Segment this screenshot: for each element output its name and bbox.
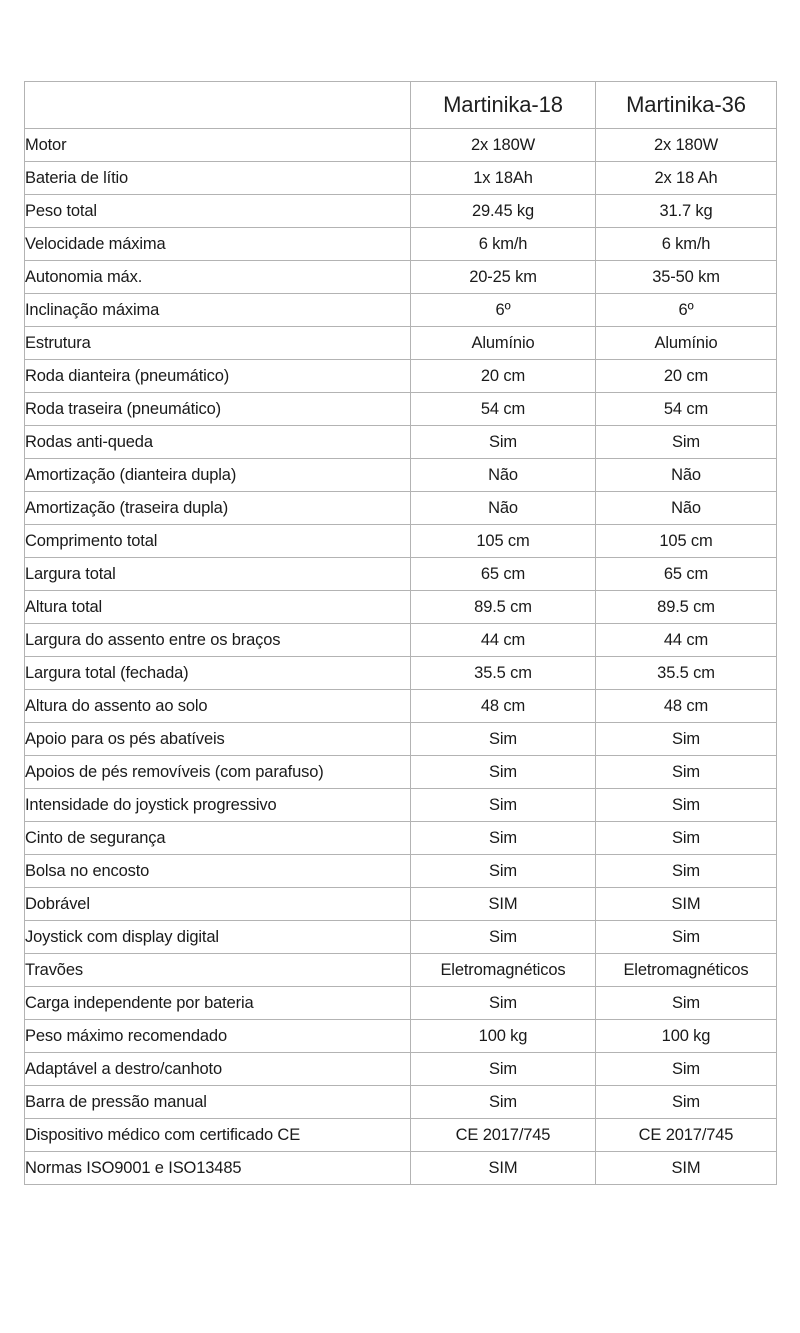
feature-label-cell: Largura do assento entre os braços — [25, 624, 411, 657]
table-row — [25, 1086, 777, 1119]
feature-label-cell: Peso máximo recomendado — [25, 1020, 411, 1053]
martinika-18-value-cell: Não — [411, 459, 596, 492]
martinika-18-value-cell: SIM — [411, 1152, 596, 1185]
table-row — [25, 327, 777, 360]
martinika-36-value-cell: 54 cm — [596, 393, 777, 426]
feature-label-cell: Carga independente por bateria — [25, 987, 411, 1020]
martinika-36-value-cell: Sim — [596, 822, 777, 855]
table-row — [25, 525, 777, 558]
martinika-18-value-cell: 89.5 cm — [411, 591, 596, 624]
table-row — [25, 162, 777, 195]
table-row — [25, 921, 777, 954]
table-row — [25, 591, 777, 624]
feature-label-cell: Motor — [25, 129, 411, 162]
table-row — [25, 822, 777, 855]
table-row — [25, 888, 777, 921]
martinika-36-value-cell: SIM — [596, 888, 777, 921]
martinika-18-value-cell: Sim — [411, 426, 596, 459]
martinika-18-value-cell: 29.45 kg — [411, 195, 596, 228]
feature-label-cell: Normas ISO9001 e ISO13485 — [25, 1152, 411, 1185]
table-row — [25, 789, 777, 822]
table-row — [25, 1119, 777, 1152]
table-row — [25, 393, 777, 426]
specification-comparison-table — [24, 81, 777, 1185]
martinika-18-value-cell: Sim — [411, 1053, 596, 1086]
feature-label-cell: Bolsa no encosto — [25, 855, 411, 888]
feature-label-cell: Apoios de pés removíveis (com parafuso) — [25, 756, 411, 789]
table-row — [25, 294, 777, 327]
feature-label-cell: Rodas anti-queda — [25, 426, 411, 459]
martinika-18-value-cell: 1x 18Ah — [411, 162, 596, 195]
feature-label-cell: Travões — [25, 954, 411, 987]
feature-label-cell: Largura total — [25, 558, 411, 591]
table-header-row — [25, 82, 777, 129]
martinika-36-value-cell: 100 kg — [596, 1020, 777, 1053]
feature-label-cell: Dobrável — [25, 888, 411, 921]
table-row — [25, 129, 777, 162]
feature-label-cell: Inclinação máxima — [25, 294, 411, 327]
martinika-36-value-cell: 65 cm — [596, 558, 777, 591]
martinika-18-value-cell: 35.5 cm — [411, 657, 596, 690]
feature-label-cell: Barra de pressão manual — [25, 1086, 411, 1119]
martinika-36-value-cell: SIM — [596, 1152, 777, 1185]
feature-label-cell: Peso total — [25, 195, 411, 228]
martinika-18-value-cell: SIM — [411, 888, 596, 921]
martinika-18-value-cell: 6 km/h — [411, 228, 596, 261]
table-row — [25, 261, 777, 294]
feature-label-cell: Cinto de segurança — [25, 822, 411, 855]
martinika-36-value-cell: Sim — [596, 723, 777, 756]
feature-label-cell: Estrutura — [25, 327, 411, 360]
table-row — [25, 195, 777, 228]
martinika-36-value-cell: 2x 18 Ah — [596, 162, 777, 195]
feature-label-cell: Roda dianteira (pneumático) — [25, 360, 411, 393]
feature-label-cell: Apoio para os pés abatíveis — [25, 723, 411, 756]
martinika-18-value-cell: 44 cm — [411, 624, 596, 657]
martinika-18-value-cell: Sim — [411, 1086, 596, 1119]
column-header-martinika-18: Martinika-18 — [411, 82, 596, 129]
martinika-18-value-cell: 54 cm — [411, 393, 596, 426]
martinika-18-value-cell: CE 2017/745 — [411, 1119, 596, 1152]
martinika-36-value-cell: Sim — [596, 789, 777, 822]
martinika-18-value-cell: 105 cm — [411, 525, 596, 558]
martinika-36-value-cell: 6º — [596, 294, 777, 327]
martinika-36-value-cell: Sim — [596, 756, 777, 789]
martinika-36-value-cell: 44 cm — [596, 624, 777, 657]
martinika-18-value-cell: Sim — [411, 987, 596, 1020]
feature-label-cell: Amortização (traseira dupla) — [25, 492, 411, 525]
table-row — [25, 426, 777, 459]
feature-label-cell: Altura total — [25, 591, 411, 624]
martinika-36-value-cell: 2x 180W — [596, 129, 777, 162]
martinika-18-value-cell: 6º — [411, 294, 596, 327]
martinika-36-value-cell: 105 cm — [596, 525, 777, 558]
martinika-18-value-cell: Eletromagnéticos — [411, 954, 596, 987]
feature-label-cell: Comprimento total — [25, 525, 411, 558]
martinika-18-value-cell: 48 cm — [411, 690, 596, 723]
table-row — [25, 360, 777, 393]
feature-label-cell: Altura do assento ao solo — [25, 690, 411, 723]
martinika-18-value-cell: 20-25 km — [411, 261, 596, 294]
martinika-18-value-cell: 20 cm — [411, 360, 596, 393]
martinika-36-value-cell: Sim — [596, 426, 777, 459]
feature-label-cell: Velocidade máxima — [25, 228, 411, 261]
table-row — [25, 657, 777, 690]
table-row — [25, 492, 777, 525]
martinika-36-value-cell: Não — [596, 492, 777, 525]
martinika-36-value-cell: Sim — [596, 987, 777, 1020]
martinika-36-value-cell: 6 km/h — [596, 228, 777, 261]
martinika-36-value-cell: 89.5 cm — [596, 591, 777, 624]
martinika-36-value-cell: Não — [596, 459, 777, 492]
martinika-36-value-cell: 48 cm — [596, 690, 777, 723]
table-row — [25, 723, 777, 756]
table-row — [25, 756, 777, 789]
table-body — [25, 129, 777, 1185]
martinika-18-value-cell: Sim — [411, 789, 596, 822]
martinika-18-value-cell: Sim — [411, 921, 596, 954]
specification-table-container — [24, 81, 776, 1185]
table-row — [25, 690, 777, 723]
table-header — [25, 82, 777, 129]
table-row — [25, 1053, 777, 1086]
table-row — [25, 624, 777, 657]
table-row — [25, 855, 777, 888]
table-row — [25, 1020, 777, 1053]
martinika-18-value-cell: Alumínio — [411, 327, 596, 360]
feature-label-cell: Adaptável a destro/canhoto — [25, 1053, 411, 1086]
table-row — [25, 954, 777, 987]
martinika-36-value-cell: Eletromagnéticos — [596, 954, 777, 987]
martinika-36-value-cell: 31.7 kg — [596, 195, 777, 228]
column-header-feature — [25, 82, 411, 129]
feature-label-cell: Amortização (dianteira dupla) — [25, 459, 411, 492]
martinika-18-value-cell: 65 cm — [411, 558, 596, 591]
feature-label-cell: Autonomia máx. — [25, 261, 411, 294]
feature-label-cell: Bateria de lítio — [25, 162, 411, 195]
martinika-18-value-cell: 2x 180W — [411, 129, 596, 162]
feature-label-cell: Dispositivo médico com certificado CE — [25, 1119, 411, 1152]
martinika-18-value-cell: Sim — [411, 723, 596, 756]
martinika-18-value-cell: Sim — [411, 822, 596, 855]
martinika-18-value-cell: 100 kg — [411, 1020, 596, 1053]
table-row — [25, 1152, 777, 1185]
martinika-36-value-cell: Alumínio — [596, 327, 777, 360]
martinika-36-value-cell: 20 cm — [596, 360, 777, 393]
table-row — [25, 228, 777, 261]
martinika-36-value-cell: Sim — [596, 1086, 777, 1119]
table-row — [25, 987, 777, 1020]
feature-label-cell: Roda traseira (pneumático) — [25, 393, 411, 426]
feature-label-cell: Intensidade do joystick progressivo — [25, 789, 411, 822]
martinika-18-value-cell: Sim — [411, 855, 596, 888]
martinika-18-value-cell: Não — [411, 492, 596, 525]
martinika-36-value-cell: Sim — [596, 1053, 777, 1086]
feature-label-cell: Largura total (fechada) — [25, 657, 411, 690]
column-header-martinika-36: Martinika-36 — [596, 82, 777, 129]
table-row — [25, 558, 777, 591]
martinika-36-value-cell: Sim — [596, 855, 777, 888]
table-row — [25, 459, 777, 492]
martinika-18-value-cell: Sim — [411, 756, 596, 789]
martinika-36-value-cell: CE 2017/745 — [596, 1119, 777, 1152]
martinika-36-value-cell: 35-50 km — [596, 261, 777, 294]
feature-label-cell: Joystick com display digital — [25, 921, 411, 954]
martinika-36-value-cell: Sim — [596, 921, 777, 954]
martinika-36-value-cell: 35.5 cm — [596, 657, 777, 690]
